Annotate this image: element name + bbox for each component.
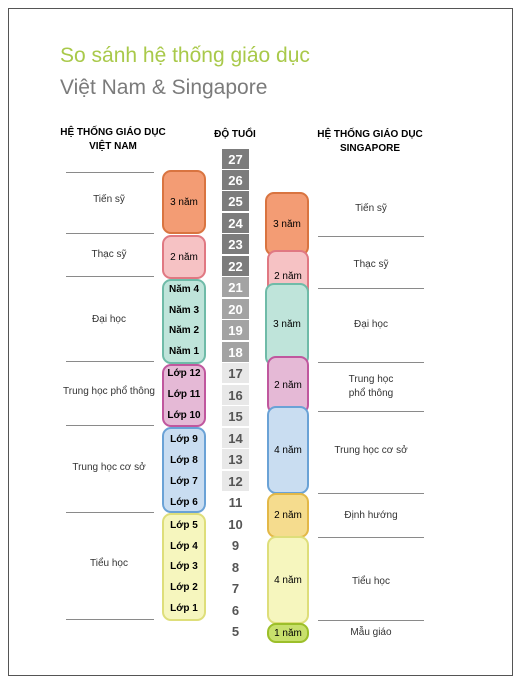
age-cell: 23 (222, 234, 249, 254)
sg-block-high-school: 2 năm (267, 356, 309, 414)
vn-separator (66, 276, 154, 277)
age-cell: 5 (222, 621, 249, 641)
vn-separator (66, 361, 154, 362)
vn-grade: Năm 2 (168, 324, 199, 336)
sg-separator (318, 411, 424, 412)
age-cell: 16 (222, 385, 249, 405)
age-cell: 25 (222, 191, 249, 211)
singapore-header (305, 128, 435, 156)
singapore-header-line2: SINGAPORE (339, 143, 400, 154)
age-cell: 7 (222, 578, 249, 598)
vn-level-thac-sy: Thạc sỹ (91, 249, 127, 260)
vn-grade: Năm 1 (168, 345, 199, 357)
age-cell: 11 (222, 492, 249, 512)
vietnam-header (48, 126, 178, 154)
vn-level-thpt: Trung học phổ thông (63, 386, 155, 397)
vn-grade: Lớp 4 (170, 540, 198, 552)
vn-grade: Lớp 10 (167, 409, 201, 421)
vn-separator (66, 619, 154, 620)
vn-level-tieu-hoc: Tiểu học (90, 558, 128, 569)
vn-grade: Lớp 12 (167, 367, 201, 379)
vn-level-tien-sy: Tiến sỹ (93, 194, 125, 205)
age-cell: 19 (222, 320, 249, 340)
sg-level-tieu-hoc: Tiểu học (352, 576, 390, 587)
age-cell: 13 (222, 449, 249, 469)
vn-grade: Lớp 7 (170, 475, 198, 487)
vn-separator (66, 425, 154, 426)
age-cell: 12 (222, 471, 249, 491)
vn-grade: Lớp 6 (170, 496, 198, 508)
vn-block-masters: 2 năm (162, 235, 206, 279)
age-cell: 9 (222, 535, 249, 555)
vn-grade: Năm 3 (168, 304, 199, 316)
vn-separator (66, 233, 154, 234)
vn-grade: Lớp 3 (170, 560, 198, 572)
sg-separator (318, 493, 424, 494)
page-title: So sánh hệ thống giáo dục (60, 44, 310, 67)
age-cell: 24 (222, 213, 249, 233)
sg-separator (318, 288, 424, 289)
vn-level-thcs: Trung học cơ sở (72, 462, 146, 473)
vietnam-header-line1: HỆ THỐNG GIÁO DỤC (60, 127, 166, 138)
sg-block-university: 3 năm (265, 283, 309, 366)
age-cell: 14 (222, 428, 249, 448)
vn-grade: Lớp 9 (170, 433, 198, 445)
sg-level-dai-hoc: Đại học (354, 319, 388, 330)
sg-level-thac-sy: Thạc sỹ (353, 259, 389, 270)
sg-level-thcs: Trung học cơ sở (334, 445, 408, 456)
sg-separator (318, 236, 424, 237)
page-subtitle: Việt Nam & Singapore (60, 76, 268, 99)
age-header: ĐỘ TUỔI (214, 129, 256, 140)
vn-grade: Lớp 11 (167, 388, 201, 400)
sg-level-thpt: Trung học phổ thông (348, 374, 394, 399)
sg-level-mau-giao: Mẫu giáo (350, 627, 392, 638)
sg-level-tien-sy: Tiến sỹ (355, 203, 387, 214)
age-cell: 22 (222, 256, 249, 276)
age-cell: 6 (222, 600, 249, 620)
sg-block-phd: 3 năm (265, 192, 309, 256)
singapore-header-line1: HỆ THỐNG GIÁO DỤC (317, 129, 423, 140)
age-cell: 10 (222, 514, 249, 534)
sg-level-dinh-huong: Định hướng (344, 510, 398, 521)
vn-separator (66, 172, 154, 173)
sg-separator (318, 362, 424, 363)
vn-separator (66, 512, 154, 513)
sg-block-orientation: 2 năm (267, 493, 309, 538)
sg-separator (318, 537, 424, 538)
age-cell: 21 (222, 277, 249, 297)
age-cell: 18 (222, 342, 249, 362)
sg-block-primary: 4 năm (267, 536, 309, 624)
age-cell: 15 (222, 406, 249, 426)
vn-grade: Lớp 1 (170, 602, 198, 614)
vn-grade: Lớp 5 (170, 519, 198, 531)
sg-block-kindergarten: 1 năm (267, 623, 309, 643)
age-cell: 20 (222, 299, 249, 319)
vn-grade: Năm 4 (168, 283, 199, 295)
sg-block-masters: 2 năm (267, 250, 309, 302)
sg-block-middle-school: 4 năm (267, 406, 309, 494)
sg-separator (318, 620, 424, 621)
vn-level-dai-hoc: Đại học (92, 314, 126, 325)
age-cell: 17 (222, 363, 249, 383)
vn-grade: Lớp 8 (170, 454, 198, 466)
vn-grade: Lớp 2 (170, 581, 198, 593)
age-cell: 8 (222, 557, 249, 577)
vietnam-header-line2: VIỆT NAM (89, 141, 137, 152)
age-cell: 27 (222, 149, 249, 169)
vn-block-phd: 3 năm (162, 170, 206, 234)
age-cell: 26 (222, 170, 249, 190)
